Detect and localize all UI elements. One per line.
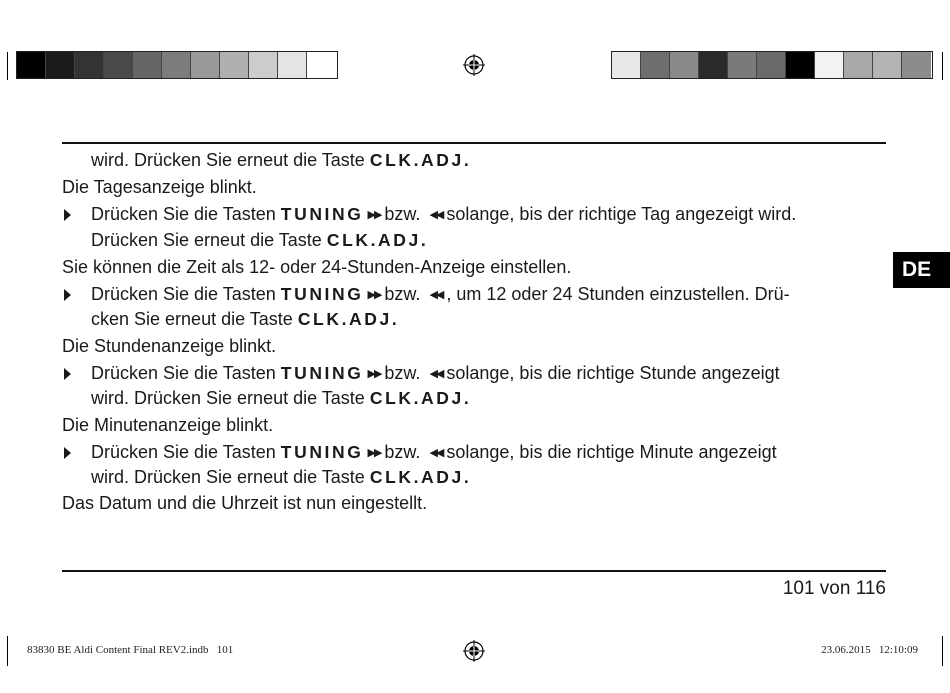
button-name: CLK.ADJ. [369,388,472,408]
bullet-arrow-icon [63,442,75,462]
crop-mark [7,636,8,666]
color-swatch [670,52,699,78]
button-name: TUNING [280,204,364,224]
color-swatch [104,52,133,78]
fast-forward-icon: ▶▶ [367,368,381,380]
language-tab: DE [893,252,950,288]
button-name: CLK.ADJ. [297,309,400,329]
bullet-arrow-icon [63,284,75,304]
rewind-icon: ◀◀ [429,447,443,459]
color-swatch [612,52,641,78]
color-swatch [46,52,75,78]
button-name: CLK.ADJ. [369,467,472,487]
text-line: wird. Drücken Sie erneut die Taste CLK.ADJ. [91,388,472,408]
fast-forward-icon: ▶▶ [367,289,381,301]
color-swatch [307,52,336,78]
color-swatch [902,52,931,78]
button-name: CLK.ADJ. [326,230,429,250]
bullet-arrow-icon [63,204,75,224]
color-swatch [844,52,873,78]
color-swatch [786,52,815,78]
footer-rule [62,570,886,572]
text-line: Drücken Sie erneut die Taste CLK.ADJ. [91,230,429,250]
instruction-line: Drücken Sie die Tasten TUNING ▶▶ bzw. ◀◀ , um 12 oder 24 Stunden einzustellen. Drü- [91,284,790,304]
fast-forward-icon: ▶▶ [367,209,381,221]
registration-mark-icon [463,640,485,662]
rewind-icon: ◀◀ [429,209,443,221]
color-swatch [728,52,757,78]
print-file-info: 83830 BE Aldi Content Final REV2.indb 101 [27,644,234,656]
button-name: TUNING [280,284,364,304]
text-line: Das Datum und die Uhrzeit ist nun eingestellt. [62,493,428,513]
button-name: CLK.ADJ. [369,150,472,170]
text-line: wird. Drücken Sie erneut die Taste CLK.ADJ. [91,467,472,487]
color-swatch [191,52,220,78]
color-calibration-bar-left [16,51,338,79]
crop-mark [7,52,8,80]
color-calibration-bar-right [611,51,933,79]
color-swatch [75,52,104,78]
color-swatch [249,52,278,78]
text-line: wird. Drücken Sie erneut die Taste CLK.ADJ. [91,150,472,170]
button-name: TUNING [280,363,364,383]
crop-mark [942,52,943,80]
instruction-line: Drücken Sie die Tasten TUNING ▶▶ bzw. ◀◀ solange, bis die richtige Stunde angezeigt [91,363,780,383]
text-line: Die Stundenanzeige blinkt. [62,336,277,356]
rewind-icon: ◀◀ [429,289,443,301]
fast-forward-icon: ▶▶ [367,447,381,459]
button-name: TUNING [280,442,364,462]
color-swatch [220,52,249,78]
color-swatch [162,52,191,78]
registration-mark-icon [463,54,485,76]
color-swatch [17,52,46,78]
color-swatch [757,52,786,78]
page-number: 101 von 116 [782,578,886,599]
text-line: Sie können die Zeit als 12- oder 24-Stunden-Anzeige einstellen. [62,257,572,277]
color-swatch [873,52,902,78]
color-swatch [641,52,670,78]
color-swatch [815,52,844,78]
text-line: cken Sie erneut die Taste CLK.ADJ. [91,309,400,329]
rewind-icon: ◀◀ [429,368,443,380]
color-swatch [278,52,307,78]
crop-mark [942,636,943,666]
color-swatch [699,52,728,78]
header-rule [62,142,886,144]
color-swatch [133,52,162,78]
text-line: Die Tagesanzeige blinkt. [62,177,257,197]
print-datetime: 23.06.2015 12:10:09 [821,644,918,656]
bullet-arrow-icon [63,363,75,383]
text-line: Die Minutenanzeige blinkt. [62,415,274,435]
instruction-line: Drücken Sie die Tasten TUNING ▶▶ bzw. ◀◀ solange, bis die richtige Minute angezeigt [91,442,777,462]
instruction-line: Drücken Sie die Tasten TUNING ▶▶ bzw. ◀◀ solange, bis der richtige Tag angezeigt wird. [91,204,797,224]
